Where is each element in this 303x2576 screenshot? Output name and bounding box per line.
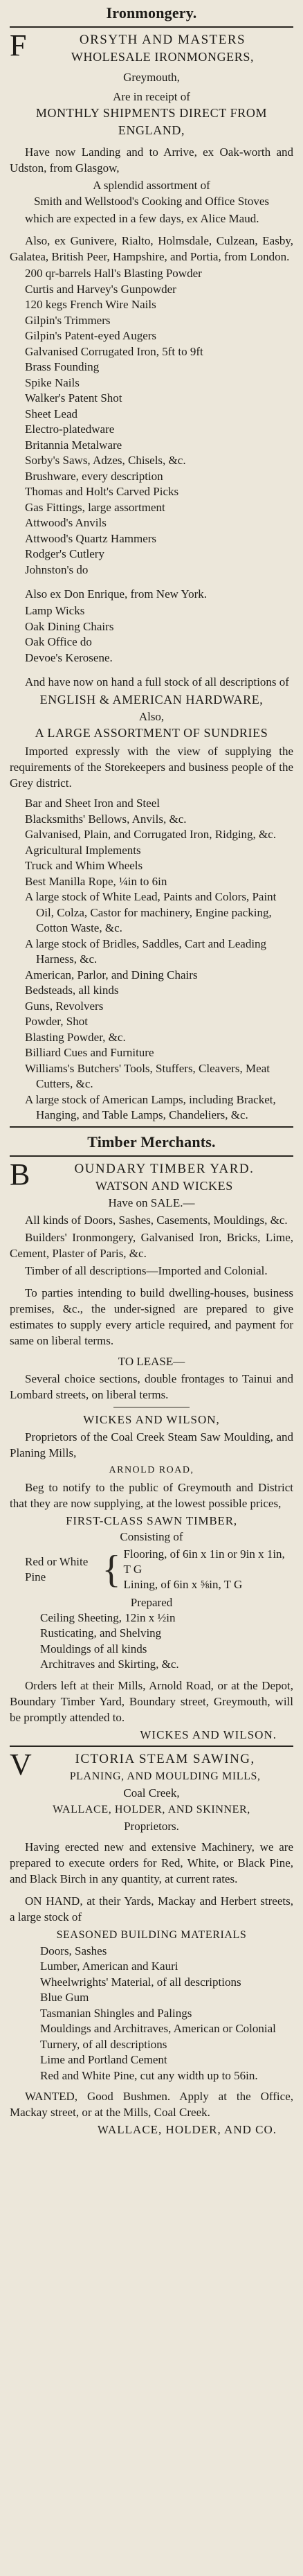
- firm-name: V ICTORIA STEAM SAWING,: [10, 1747, 255, 1782]
- list-item: Best Manilla Rope, ¼in to 6in: [25, 874, 167, 888]
- list-item: 200 qr-barrels Hall's Blasting Powder: [25, 267, 202, 280]
- firm-partners: WALLACE, HOLDER, AND SKINNER,: [53, 1803, 250, 1815]
- signature: WALLACE, HOLDER, AND CO.: [97, 2123, 277, 2136]
- divider: [10, 1155, 293, 1157]
- list-item: Wheelwrights' Material, of all descriptions: [40, 1975, 241, 1989]
- sawn-timber-heading: FIRST-CLASS SAWN TIMBER,: [66, 1513, 237, 1527]
- england: ENGLAND,: [118, 123, 185, 137]
- coal-creek: Coal Creek,: [123, 1786, 180, 1800]
- pine-lines: [124, 1547, 293, 1592]
- monthly-shipments: MONTHLY SHIPMENTS DIRECT FROM: [35, 106, 268, 120]
- list-item: Powder, Shot: [25, 1015, 88, 1028]
- list-item: Guns, Revolvers: [25, 999, 104, 1013]
- stoves-text: Smith and Wellstood's Cooking and Office Stoves: [33, 195, 270, 208]
- timber-items-list: [10, 1610, 293, 1673]
- list-item: American, Parlor, and Dining Chairs: [25, 968, 198, 981]
- london-items-list: [10, 266, 293, 578]
- paragraph: ON HAND, at their Yards, Mackay and Herbert streets, a large stock of: [10, 1894, 293, 1924]
- list-item: Sorby's Saws, Adzes, Chisels, &c.: [25, 454, 186, 467]
- list-item: Johnston's do: [25, 562, 89, 576]
- paragraph: Proprietors of the Coal Creek Steam Saw Moulding, and Planing Mills,: [10, 1430, 293, 1459]
- list-item: Lamp Wicks: [25, 604, 85, 617]
- list-item: Oak Office do: [25, 635, 92, 648]
- list-item: Rodger's Cutlery: [25, 547, 104, 560]
- list-item: Curtis and Harvey's Gunpowder: [25, 282, 176, 296]
- brace: {: [102, 1547, 121, 1591]
- firm-subtitle: WHOLESALE IRONMONGERS,: [71, 50, 255, 64]
- list-item: Truck and Whim Wheels: [25, 859, 143, 872]
- list-item: Lumber, American and Kauri: [40, 1960, 178, 1973]
- list-item: Galvanised Corrugated Iron, 5ft to 9ft: [25, 344, 203, 358]
- list-item: Turnery, of all descriptions: [40, 2037, 167, 2051]
- section-heading-ironmongery: Ironmongery.: [106, 4, 197, 21]
- list-item: Lime and Portland Cement: [40, 2053, 167, 2066]
- list-item: Billiard Cues and Furniture: [25, 1046, 154, 1059]
- list-item: Agricultural Implements: [25, 843, 141, 857]
- list-item: Bedsteads, all kinds: [25, 984, 119, 997]
- paragraph: To parties intending to build dwelling-houses, business premises, &c., the under-signed are prepared to give estimates to supply every article required, and payment for same on liberal terms.: [10, 1286, 293, 1347]
- list-item: Electro-platedware: [25, 423, 115, 436]
- list-item: Britannia Metalware: [25, 438, 122, 452]
- list-item: Doors, Sashes: [40, 1944, 107, 1957]
- seasoned-materials: SEASONED BUILDING MATERIALS: [56, 1928, 247, 1941]
- list-item: Ceiling Sheeting, 12in x ½in: [40, 1610, 176, 1624]
- list-item: A large stock of White Lead, Paints and Colors, Paint Oil, Colza, Castor for machinery, Engine packing, Cotton Waste, &c.: [25, 890, 277, 934]
- sale-text: Have on SALE.—: [108, 1196, 195, 1209]
- paragraph: Having erected new and extensive Machinery, we are prepared to execute orders for Red, White, or Black Pine, and Black Birch in any quantity, at current rates.: [10, 1840, 293, 1885]
- list-item: Bar and Sheet Iron and Steel: [25, 797, 160, 810]
- list-item: Architraves and Skirting, &c.: [40, 1658, 179, 1671]
- paragraph: WANTED, Good Bushmen. Apply at the Office, Mackay street, or at the Mills, Coal Creek.: [10, 2090, 293, 2119]
- section-heading-timber: Timber Merchants.: [87, 1132, 216, 1151]
- list-item: Attwood's Anvils: [25, 516, 107, 529]
- don-enrique-text: Also ex Don Enrique, from New York.: [25, 587, 208, 601]
- list-item: Galvanised, Plain, and Corrugated Iron, Ridging, &c.: [25, 828, 277, 841]
- list-item: Blasting Powder, &c.: [25, 1030, 126, 1044]
- proprietors: Proprietors.: [124, 1819, 179, 1833]
- ad-boundary-timber-yard: [10, 1157, 293, 1743]
- new-york-items-list: [10, 603, 293, 666]
- general-items-list: [10, 796, 293, 1123]
- english-american-hardware: ENGLISH & AMERICAN HARDWARE,: [39, 693, 264, 707]
- prepared-text: Prepared: [130, 1595, 173, 1609]
- wickes-wilson-heading: WICKES AND WILSON,: [83, 1412, 220, 1426]
- pine-label: Red or White Pine: [25, 1554, 89, 1583]
- town: Greymouth,: [123, 71, 180, 84]
- arnold-road: ARNOLD ROAD,: [109, 1464, 194, 1475]
- list-item: Tasmanian Shingles and Palings: [40, 2006, 192, 2020]
- firm-name: B OUNDARY TIMBER YARD.: [10, 1157, 255, 1191]
- paragraph: Several choice sections, double frontages to Tainui and Lombard streets, on liberal terms.: [10, 1371, 293, 1401]
- list-item: Mouldings of all kinds: [40, 1642, 147, 1655]
- list-item: Oak Dining Chairs: [25, 619, 114, 633]
- list-item: Brass Founding: [25, 360, 100, 373]
- pine-line: Flooring, of 6in x 1in or 9in x 1in, T G: [123, 1547, 285, 1576]
- list-item: Spike Nails: [25, 375, 80, 389]
- materials-list: [10, 1944, 293, 2084]
- ad-forsyth-and-masters: [10, 28, 293, 1123]
- list-item: Brushware, every description: [25, 469, 163, 483]
- list-item: A large stock of American Lamps, including Bracket, Hanging, and Table Lamps, Chandeliers, &c.: [25, 1092, 276, 1121]
- divider: [10, 1746, 293, 1747]
- consisting-text: Consisting of: [120, 1529, 183, 1543]
- also-text: Also,: [138, 710, 165, 723]
- list-item: Mouldings and Architraves, American or Colonial: [40, 2022, 276, 2035]
- signature: WICKES AND WILSON.: [140, 1727, 277, 1741]
- list-item: Gas Fittings, large assortment: [25, 500, 165, 514]
- to-lease-text: TO LEASE—: [118, 1354, 185, 1368]
- list-item: Blue Gum: [40, 1991, 89, 2004]
- divider: [10, 26, 293, 28]
- also-ex-text: Also, ex Gunivere, Rialto, Holmsdale, Culzean, Easby, Galatea, British Peer, Hampshire, and Portia, from London.: [10, 234, 293, 263]
- firm-name: F ORSYTH AND MASTERS: [10, 28, 246, 62]
- drop-cap: F: [10, 28, 28, 62]
- paragraph: Builders' Ironmongery, Galvanised Iron, Bricks, Lime, Cement, Plaster of Paris, &c.: [10, 1230, 293, 1260]
- expected-text: which are expected in a few days, ex Alice Maud.: [25, 212, 259, 225]
- list-item: Attwood's Quartz Hammers: [25, 531, 157, 545]
- landing-text: Have now Landing and to Arrive, ex Oak-worth and Udston, from Glasgow,: [10, 145, 293, 175]
- pine-line: Lining, of 6in x ⅝in, T G: [123, 1577, 243, 1591]
- list-item: 120 kegs French Wire Nails: [25, 298, 156, 311]
- list-item: Gilpin's Patent-eyed Augers: [25, 329, 157, 342]
- list-item: Devoe's Kerosene.: [25, 650, 113, 664]
- imported-text: Imported expressly with the view of supplying the requirements of the Storekeepers and business people of the Grey district.: [10, 745, 293, 790]
- ad-victoria-steam-sawing: [10, 1747, 293, 2138]
- list-item: Gilpin's Trimmers: [25, 313, 111, 327]
- list-item: Williams's Butchers' Tools, Stuffers, Cleavers, Meat Cutters, &c.: [25, 1061, 270, 1090]
- large-assortment-sundries: A LARGE ASSORTMENT OF SUNDRIES: [35, 726, 268, 740]
- list-item: Sheet Lead: [25, 407, 77, 420]
- paragraph: All kinds of Doors, Sashes, Casements, Mouldings, &c.: [25, 1213, 288, 1227]
- stock-text: And have now on hand a full stock of all descriptions of: [25, 675, 289, 689]
- drop-cap: B: [10, 1157, 31, 1191]
- list-item: Red and White Pine, cut any width up to 56in.: [40, 2068, 258, 2082]
- paragraph: Beg to notify to the public of Greymouth and District that they are now supplying, at the lowest possible prices,: [10, 1480, 293, 1510]
- pine-spec: [10, 1547, 293, 1592]
- list-item: Rusticating, and Shelving: [40, 1626, 162, 1640]
- list-item: Blacksmiths' Bellows, Anvils, &c.: [25, 812, 187, 826]
- paragraph: Orders left at their Mills, Arnold Road, or at the Depot, Boundary Timber Yard, Boundary street, Greymouth, will be promptly attended to.: [10, 1678, 293, 1724]
- receipt-text: Are in receipt of: [113, 90, 190, 103]
- firm-subtitle: PLANING, AND MOULDING MILLS,: [69, 1770, 261, 1782]
- list-item: Walker's Patent Shot: [25, 391, 122, 405]
- drop-cap: V: [10, 1747, 33, 1782]
- divider: [10, 1126, 293, 1128]
- list-item: Thomas and Holt's Carved Picks: [25, 485, 179, 498]
- paragraph: Timber of all descriptions—Imported and Colonial.: [25, 1263, 268, 1277]
- list-item: A large stock of Bridles, Saddles, Cart and Leading Harness, &c.: [25, 936, 267, 966]
- firm-subtitle: WATSON AND WICKES: [95, 1178, 233, 1193]
- splendid-text: A splendid assortment of: [93, 179, 210, 192]
